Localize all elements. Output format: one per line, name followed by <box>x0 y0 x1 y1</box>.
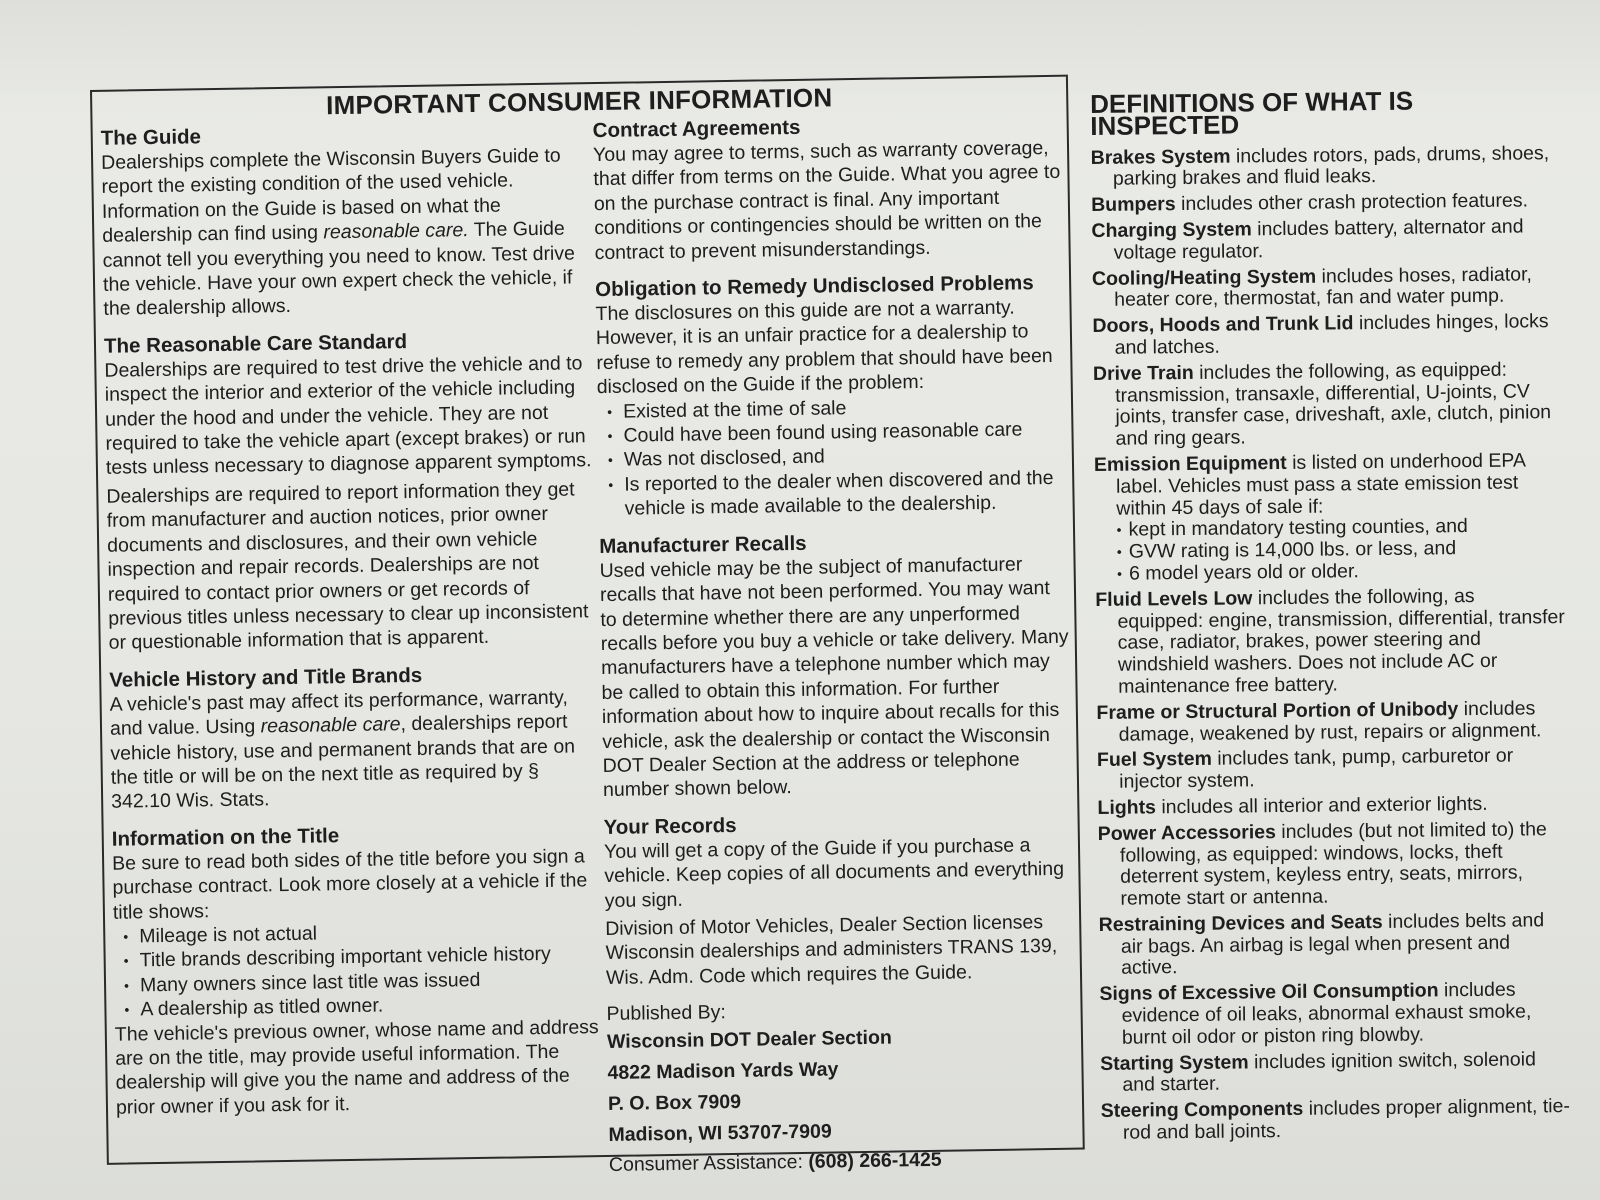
text-run: Dealerships complete the Wisconsin Buyers Guide to report the existing condition of the used vehicle. Information on the Guide is based on what the dealership can find using <box>100 144 561 248</box>
definition-item <box>1101 1096 1571 1145</box>
definition-desc: includes damage, weakened by rust, repairs or alignment. <box>1118 697 1542 746</box>
definition-item <box>1091 216 1561 265</box>
consumer-assistance <box>609 1145 1077 1177</box>
definition-desc: includes all interior and exterior lights. <box>1155 792 1488 819</box>
section-reasonable-care <box>104 326 597 656</box>
definition-term: Doors, Hoods and Trunk Lid <box>1092 312 1354 338</box>
definition-term: Charging System <box>1091 218 1252 242</box>
bullet-list <box>597 392 1067 521</box>
list-item: • Existed at the time of sale <box>605 392 1065 424</box>
section-paragraph: You will get a copy of the Guide if you purchase a vehicle. Keep copies of all documents and everything you sign. <box>603 834 1065 912</box>
list-item: • Was not disclosed, and <box>606 441 1066 473</box>
publisher-address <box>607 1021 1077 1148</box>
definition-item <box>1093 359 1564 451</box>
emission-bullet-list <box>1094 515 1565 585</box>
definition-item <box>1096 698 1566 747</box>
definition-item <box>1100 1049 1570 1098</box>
section-text <box>109 685 599 815</box>
section-paragraph: The vehicle's previous owner, whose name and address are on the title, may provide useful information. The dealership will give you the name and address of the prior owner if you ask for it. <box>114 1015 599 1119</box>
definition-item <box>1095 585 1566 699</box>
list-item: • Title brands describing important vehicle history <box>121 941 601 973</box>
section-heading: Obligation to Remedy Undisclosed Problems <box>595 271 1034 302</box>
text-run: , dealerships report vehicle history, use and permanent brands that are on the title or will be on the next title as required by § 342.10 Wis. Stats. <box>110 710 576 814</box>
section-heading: The Guide <box>100 125 202 150</box>
section-paragraph: You may agree to terms, such as warranty coverage, that differ from terms on the Guide. What you agree to on the purchase contract is final. Any important conditions or contingencies should be written on the contract to prevent misunderstandings. <box>592 136 1061 264</box>
definition-desc: includes ignition switch, solenoid and starter. <box>1122 1048 1536 1097</box>
address-line: P. O. Box 7909 <box>607 1090 742 1115</box>
definitions-panel <box>1089 85 1571 1149</box>
address-line: Wisconsin DOT Dealer Section <box>606 1026 892 1053</box>
section-your-records <box>603 807 1074 990</box>
section-heading: Contract Agreements <box>592 115 801 143</box>
definition-desc: is listed on underhood EPA label. Vehicles must pass a state emission test within 45 days of sale if: <box>1115 449 1525 520</box>
list-item: • Is reported to the dealer when discovered and the vehicle is made available to the dealership. <box>606 466 1067 522</box>
text-run: A vehicle's past may affect its performance, warranty, and value. Using <box>109 686 568 740</box>
definition-item <box>1099 910 1570 980</box>
section-vehicle-history <box>109 660 599 815</box>
definition-desc: includes proper alignment, tie-rod and ball joints. <box>1122 1095 1570 1144</box>
text-run: The Guide cannot tell you everything you need to know. Test drive the vehicle. Have your own expert check the vehicle, if the dealership allows. <box>102 217 576 321</box>
definition-term: Restraining Devices and Seats <box>1098 910 1383 936</box>
section-manufacturer-recalls <box>599 526 1071 802</box>
definition-term: Bumpers <box>1091 193 1176 217</box>
definition-item <box>1091 190 1561 217</box>
section-paragraph: Division of Motor Vehicles, Dealer Section licenses Wisconsin dealerships and administers TRANS 139, Wis. Adm. Code which requires the Guide. <box>605 911 1058 989</box>
definition-term: Fuel System <box>1096 748 1212 772</box>
list-item: • 6 model years old or older. <box>1117 559 1565 585</box>
definition-item <box>1098 819 1569 911</box>
definition-term: Drive Train <box>1092 361 1194 385</box>
definition-desc: includes belts and air bags. An airbag is legal when present and active. <box>1120 909 1545 980</box>
list-item: • Many owners since last title was issued <box>122 966 602 998</box>
definition-desc: includes tank, pump, carburetor or injector system. <box>1119 744 1514 793</box>
definition-item <box>1099 979 1570 1049</box>
definition-item <box>1094 450 1565 520</box>
definition-item <box>1097 793 1567 820</box>
section-heading: Manufacturer Recalls <box>599 531 807 558</box>
section-heading: Your Records <box>603 813 737 839</box>
definition-desc: includes the following, as equipped: transmission, transaxle, differential, U-joints, CV joints, transfer case, driveshaft, axle, clutch, pinion and ring gears. <box>1115 358 1552 450</box>
italic-text: reasonable care. <box>323 219 469 244</box>
definition-term: Brakes System <box>1090 145 1231 169</box>
section-paragraph: The disclosures on this guide are not a warranty. However, it is an unfair practice for a dealership to refuse to remedy any problem that should have been disclosed on the Guide if the problem: <box>595 296 1053 399</box>
definition-desc: includes evidence of oil leaks, abnormal exhaust smoke, burnt oil odor or piston ring blowby. <box>1121 978 1532 1049</box>
list-item: • A dealership as titled owner. <box>122 990 602 1022</box>
definition-term: Steering Components <box>1100 1098 1304 1123</box>
middle-column <box>593 111 1078 1189</box>
definition-item <box>1092 264 1562 313</box>
definition-term: Fluid Levels Low <box>1095 587 1253 611</box>
definition-term: Lights <box>1097 796 1157 819</box>
assistance-label: Consumer Assistance: <box>608 1150 809 1176</box>
definitions-title: DEFINITIONS OF WHAT IS INSPECTED <box>1089 85 1414 141</box>
list-item: • Mileage is not actual <box>121 917 601 949</box>
left-column <box>101 118 605 1132</box>
box-title: IMPORTANT CONSUMER INFORMATION <box>325 82 833 121</box>
section-paragraph: Dealerships are required to test drive the vehicle and to inspect the interior and exterior of the vehicle including under the hood and under the vehicle. They are not required to take the vehicle apart (except brakes) or run tests unless necessary to diagnose apparent symptoms. <box>104 352 592 480</box>
address-line: Madison, WI 53707-7909 <box>608 1120 832 1146</box>
definition-desc: includes the following, as equipped: engine, transmission, differential, transfer case, radiator, brakes, power steering and windshield washers. Does not include AC or maintenance free battery. <box>1117 584 1565 698</box>
italic-text: reasonable care <box>260 713 401 738</box>
definition-term: Power Accessories <box>1097 820 1276 845</box>
definition-desc: includes hoses, radiator, heater core, thermostat, fan and water pump. <box>1114 262 1533 312</box>
definition-item <box>1091 143 1561 192</box>
definition-desc: includes other crash protection features. <box>1175 189 1529 216</box>
bullet-list <box>113 917 602 1022</box>
section-contract-agreements <box>593 111 1063 265</box>
definition-item <box>1097 745 1567 794</box>
address-line: 4822 Madison Yards Way <box>607 1057 839 1084</box>
definition-term: Emission Equipment <box>1093 451 1287 476</box>
section-title-information <box>112 819 605 1120</box>
published-label: Published By: <box>606 1001 726 1026</box>
consumer-information-box <box>90 75 1085 1176</box>
section-published-by <box>606 995 1077 1177</box>
section-paragraph: Dealerships are required to report information they get from manufacturer and auction notices, prior owner documents and disclosures, and their own vehicle inspection and repair records. Dealerships are not required to contact prior owners or get records of previous titles unless necessary to clear up inconsistent or questionable information that is apparent. <box>106 478 589 655</box>
definition-term: Frame or Structural Portion of Unibody <box>1096 697 1459 724</box>
definition-desc: includes battery, alternator and voltage regulator. <box>1113 215 1524 264</box>
section-heading: Information on the Title <box>111 823 340 851</box>
list-item: • Could have been found using reasonable care <box>605 417 1065 449</box>
section-the-guide <box>101 118 592 321</box>
section-text <box>101 143 592 321</box>
section-heading: The Reasonable Care Standard <box>103 329 408 358</box>
list-item: • kept in mandatory testing counties, and <box>1116 515 1564 541</box>
definition-desc: includes (but not limited to) the following, as equipped: windows, locks, theft deterrent system, keyless entry, seats, mirrors, remote start or antenna. <box>1119 817 1547 910</box>
definition-term: Starting System <box>1100 1051 1249 1075</box>
list-item: • GVW rating is 14,000 lbs. or less, and <box>1117 537 1565 563</box>
definition-term: Cooling/Heating System <box>1091 265 1317 290</box>
section-paragraph: Used vehicle may be the subject of manufacturer recalls that have not been performed. You may want to determine whether there are any unperformed recalls before you buy a vehicle or take delivery. Many manufacturers have a telephone number which may be called to obtain this information. For further information about how to inquire about recalls for this vehicle, ask the dealership or contact the Wisconsin DOT Dealer Section at the address or telephone number shown below. <box>599 553 1069 802</box>
definition-term: Signs of Excessive Oil Consumption <box>1099 979 1439 1006</box>
assistance-phone: (608) 266-1425 <box>808 1148 942 1173</box>
definition-item <box>1092 311 1562 360</box>
definition-desc: includes hinges, locks and latches. <box>1114 310 1549 359</box>
definition-desc: includes rotors, pads, drums, shoes, parking brakes and fluid leaks. <box>1112 141 1550 191</box>
section-heading: Vehicle History and Title Brands <box>109 663 423 692</box>
section-obligation <box>595 270 1067 522</box>
section-paragraph: Be sure to read both sides of the title before you sign a purchase contract. Look more closely at a vehicle if the title shows: <box>111 845 588 924</box>
